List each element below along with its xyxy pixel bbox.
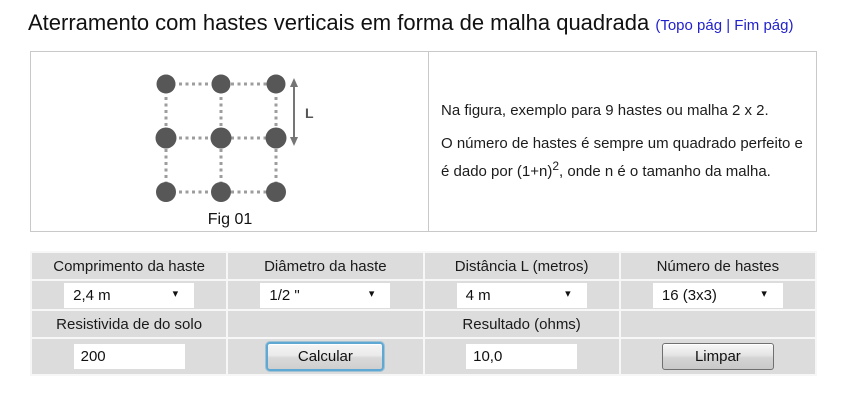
rod-count-cell [620, 280, 816, 310]
nav-close-paren: ) [788, 17, 794, 34]
topo-pag-link[interactable]: Topo pág [660, 17, 723, 34]
empty-cell [620, 310, 816, 338]
dropdown-arrow-icon: ▾ [172, 288, 179, 301]
rod-dot [156, 182, 176, 202]
figure-desc-line1: Na figura, exemplo para 9 hastes ou malha 2 x 2. [441, 102, 769, 119]
fim-pag-link[interactable]: Fim pág [734, 17, 789, 34]
column-header-rod-count: Número de hastes [620, 252, 816, 280]
clear-cell [620, 338, 816, 375]
calculator-table [30, 251, 817, 376]
dropdown-arrow-icon: ▾ [761, 288, 767, 301]
empty-cell [227, 310, 423, 338]
limpar-button[interactable]: Limpar [662, 343, 774, 370]
select-row [31, 280, 816, 310]
rod-dot [266, 128, 287, 149]
rod-dot [157, 75, 176, 94]
distance-select[interactable] [457, 283, 587, 308]
resistivity-input-cell [31, 338, 227, 375]
dropdown-arrow-icon: ▾ [368, 288, 375, 301]
rod-length-select[interactable] [64, 283, 194, 308]
rod-diameter-cell [227, 280, 423, 310]
header-row-1 [31, 252, 816, 280]
rod-diameter-select[interactable] [260, 283, 390, 308]
rod-dot [267, 75, 286, 94]
rod-dots [156, 75, 287, 203]
page-nav-links [655, 17, 793, 34]
figure-desc-line2-tail: , onde n é o tamanho da malha. [559, 163, 771, 180]
rod-dot [211, 128, 232, 149]
distance-arrow-icon [290, 78, 298, 146]
page-title [28, 8, 835, 40]
header-row-2 [31, 310, 816, 338]
resistivity-label: Resistivida de do solo [31, 310, 227, 338]
input-row [31, 338, 816, 375]
nav-open-paren: ( [655, 17, 661, 34]
result-input[interactable] [466, 344, 577, 369]
result-label: Resultado (ohms) [424, 310, 620, 338]
rod-dot [266, 182, 286, 202]
calculate-cell [227, 338, 423, 375]
rod-dot [211, 182, 231, 202]
rod-count-select[interactable] [653, 283, 783, 308]
figure-caption: Fig 01 [207, 211, 253, 228]
resistivity-input[interactable] [74, 344, 185, 369]
figure-desc-superscript: 2 [552, 159, 560, 173]
figure-desc-line2-text: O número de hastes é sempre um quadrado perfeito e é dado por (1+n) [441, 135, 803, 180]
result-input-cell [424, 338, 620, 375]
mesh-figure [31, 52, 427, 231]
figure-cell [31, 52, 429, 231]
column-header-rod-diameter: Diâmetro da haste [227, 252, 423, 280]
distance-cell [424, 280, 620, 310]
nav-separator: | [722, 17, 735, 34]
rod-length-cell [31, 280, 227, 310]
column-header-rod-length: Comprimento da haste [31, 252, 227, 280]
column-header-distance: Distância L (metros) [424, 252, 620, 280]
rod-dot [212, 75, 231, 94]
figure-panel [30, 51, 817, 232]
distance-label: L [305, 105, 314, 121]
figure-description [429, 52, 816, 231]
rod-dot [156, 128, 177, 149]
figure-desc-line2 [441, 133, 810, 183]
calcular-button[interactable]: Calcular [266, 342, 384, 371]
page-title-text: Aterramento com hastes verticais em forma de malha quadrada [28, 10, 650, 35]
dropdown-arrow-icon: ▾ [565, 288, 571, 301]
